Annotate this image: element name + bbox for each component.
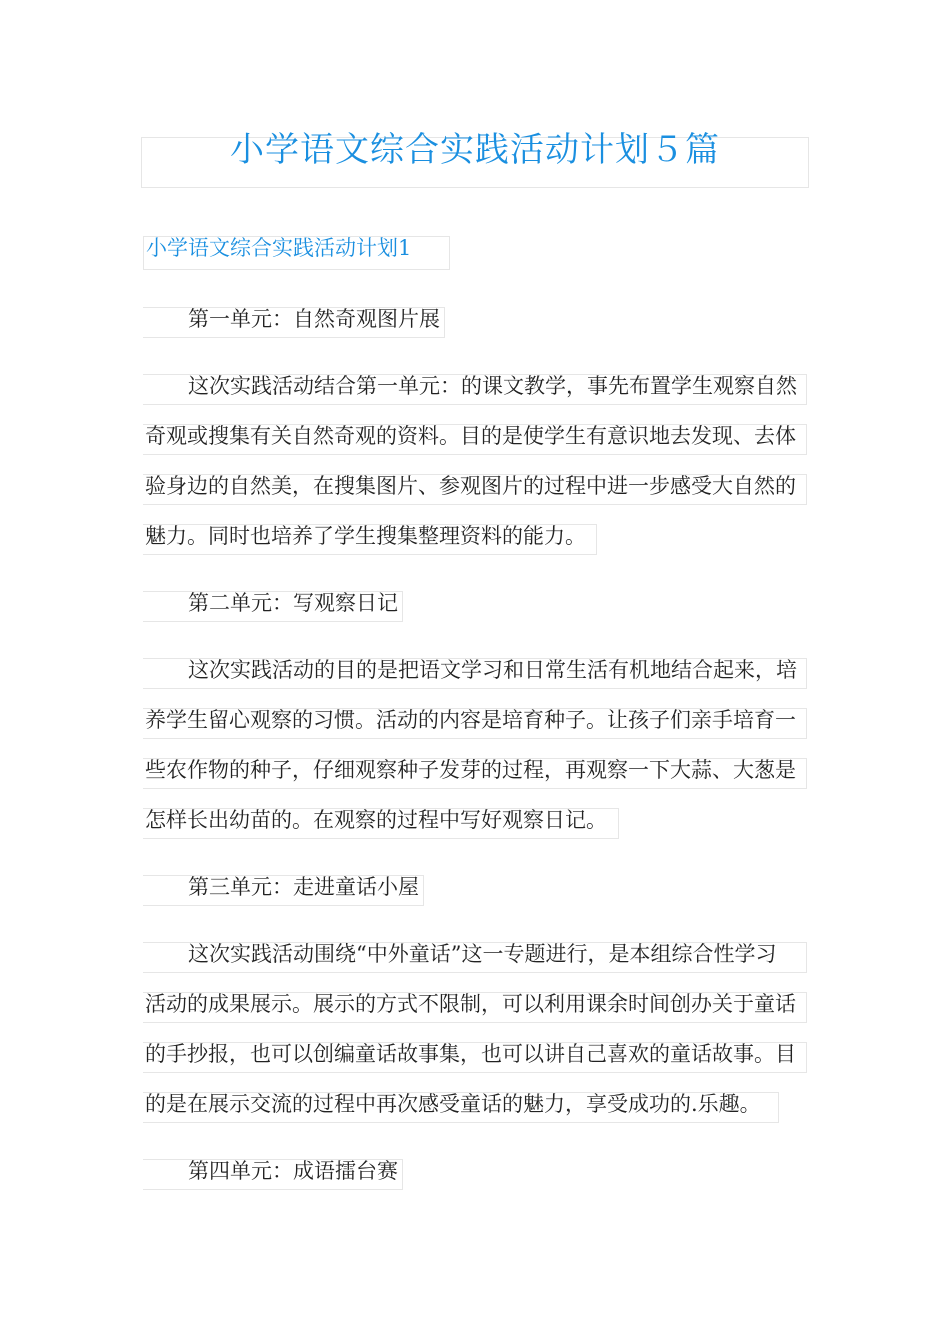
unit-3-heading: 第三单元：走进童话小屋 xyxy=(188,875,419,899)
unit-1-line-4: 魅力。同时也培养了学生搜集整理资料的能力。 xyxy=(145,524,586,548)
unit-2-line-2: 养学生留心观察的习惯。活动的内容是培育种子。让孩子们亲手培育一 xyxy=(145,708,796,732)
unit-1-line-2: 奇观或搜集有关自然奇观的资料。目的是使学生有意识地去发现、去体 xyxy=(145,424,796,448)
unit-4-heading: 第四单元：成语擂台赛 xyxy=(188,1159,398,1183)
unit-2-line-3: 些农作物的种子，仔细观察种子发芽的过程，再观察一下大蒜、大葱是 xyxy=(145,758,796,782)
section-heading: 小学语文综合实践活动计划1 xyxy=(146,236,412,260)
unit-2-line-1: 这次实践活动的目的是把语文学习和日常生活有机地结合起来，培 xyxy=(188,658,797,682)
unit-1-line-3: 验身边的自然美，在搜集图片、参观图片的过程中进一步感受大自然的 xyxy=(145,474,796,498)
unit-3-line-1: 这次实践活动围绕“中外童话”这一专题进行，是本组综合性学习 xyxy=(188,942,777,966)
document-title: 小学语文综合实践活动计划５篇 xyxy=(230,130,720,170)
unit-3-line-2: 活动的成果展示。展示的方式不限制，可以利用课余时间创办关于童话 xyxy=(145,992,796,1016)
unit-1-line-1: 这次实践活动结合第一单元：的课文教学，事先布置学生观察自然 xyxy=(188,374,797,398)
unit-2-line-4: 怎样长出幼苗的。在观察的过程中写好观察日记。 xyxy=(145,808,607,832)
unit-1-heading: 第一单元：自然奇观图片展 xyxy=(188,307,440,331)
unit-3-line-3: 的手抄报，也可以创编童话故事集，也可以讲自己喜欢的童话故事。目 xyxy=(145,1042,796,1066)
unit-3-line-4: 的是在展示交流的过程中再次感受童话的魅力，享受成功的.乐趣。 xyxy=(145,1092,761,1116)
unit-2-heading: 第二单元：写观察日记 xyxy=(188,591,398,615)
